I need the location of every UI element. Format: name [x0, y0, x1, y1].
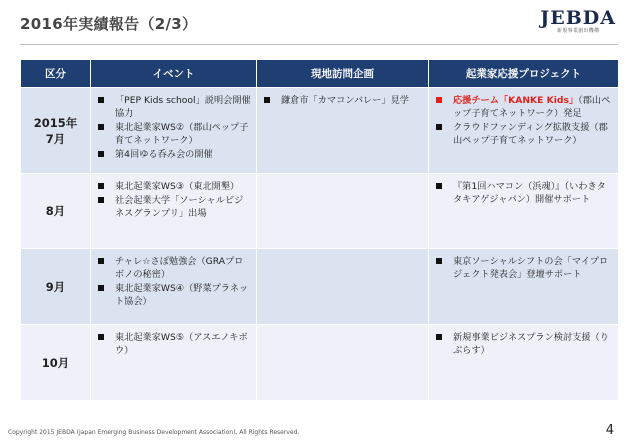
- list-item: 第4回ゆる呑み会の開催: [96, 148, 251, 161]
- list-item: 新規事業ビジネスプラン検討支援（りぶらす）: [434, 331, 613, 357]
- visits-cell: [257, 174, 429, 249]
- events-cell: [91, 249, 257, 325]
- period-cell: 8月: [21, 174, 91, 249]
- item-text: （郡山ペップ子育てネットワーク）発足: [453, 95, 611, 119]
- visits-cell: [257, 249, 429, 325]
- page-title: 2016年実績報告（2/3）: [20, 15, 198, 33]
- events-cell: [91, 325, 257, 401]
- visits-cell: [257, 88, 429, 174]
- period-cell: 2015年 7月: [21, 88, 91, 174]
- list-item: チャレ☆さぽ勉強会（GRAプロボノの秘密）: [96, 255, 251, 281]
- list-item: 「PEP Kids school」説明会開催協力: [96, 94, 251, 120]
- jebda-logo: [540, 8, 616, 35]
- copyright-footer: Copyright 2015 JEBDA (Japan Emerging Business Development Association), All Rights Reserved.: [8, 429, 300, 436]
- support-cell: [429, 249, 619, 325]
- list-item: 東北起業家WS③（東北開墾）: [96, 180, 251, 193]
- table-row: [21, 88, 619, 174]
- list-item: 東北起業家WS②（郡山ペップ子育てネットワーク）: [96, 121, 251, 147]
- list-item: 東北起業家WS⑤（アスエノキボウ）: [96, 331, 251, 357]
- logo-mark: JEBDA: [540, 7, 616, 29]
- list-item: 社会起業大学「ソーシャルビジネスグランプリ」出場: [96, 194, 251, 220]
- period-cell: 9月: [21, 249, 91, 325]
- support-cell: [429, 325, 619, 401]
- list-item: 東北起業家WS④（野菜プラネット協会）: [96, 282, 251, 308]
- list-item: [434, 94, 613, 120]
- header-category: 区分: [21, 60, 91, 88]
- report-table: [20, 59, 619, 401]
- visits-cell: [257, 325, 429, 401]
- list-item: クラウドファンディング拡散支援（郡山ペップ子育てネットワーク）: [434, 121, 613, 147]
- period-cell: 10月: [21, 325, 91, 401]
- highlight-text: 応援チーム「KANKE Kids」: [453, 95, 579, 106]
- support-cell: [429, 174, 619, 249]
- list-item: 東京ソーシャルシフトの会「マイプロジェクト発表会」登壇サポート: [434, 255, 613, 281]
- events-cell: [91, 174, 257, 249]
- table-row: [21, 249, 619, 325]
- list-item: 『第1回ハマコン（浜魂）』（いわきタタキアゲジャパン）開催サポート: [434, 180, 613, 206]
- support-cell: [429, 88, 619, 174]
- slide-header: [0, 0, 638, 44]
- header-site-visits: 現地訪問企画: [257, 60, 429, 88]
- table-row: [21, 325, 619, 401]
- header-entrepreneur-support: 起業家応援プロジェクト: [429, 60, 619, 88]
- table-row: [21, 174, 619, 249]
- logo-subtitle: 新規事業創出機構: [556, 28, 600, 34]
- table-header-row: [21, 60, 619, 88]
- list-item: 鎌倉市「カマコンバレー」見学: [262, 94, 423, 107]
- events-cell: [91, 88, 257, 174]
- page-number: 4: [605, 423, 614, 438]
- header-events: イベント: [91, 60, 257, 88]
- header-divider: [20, 44, 618, 45]
